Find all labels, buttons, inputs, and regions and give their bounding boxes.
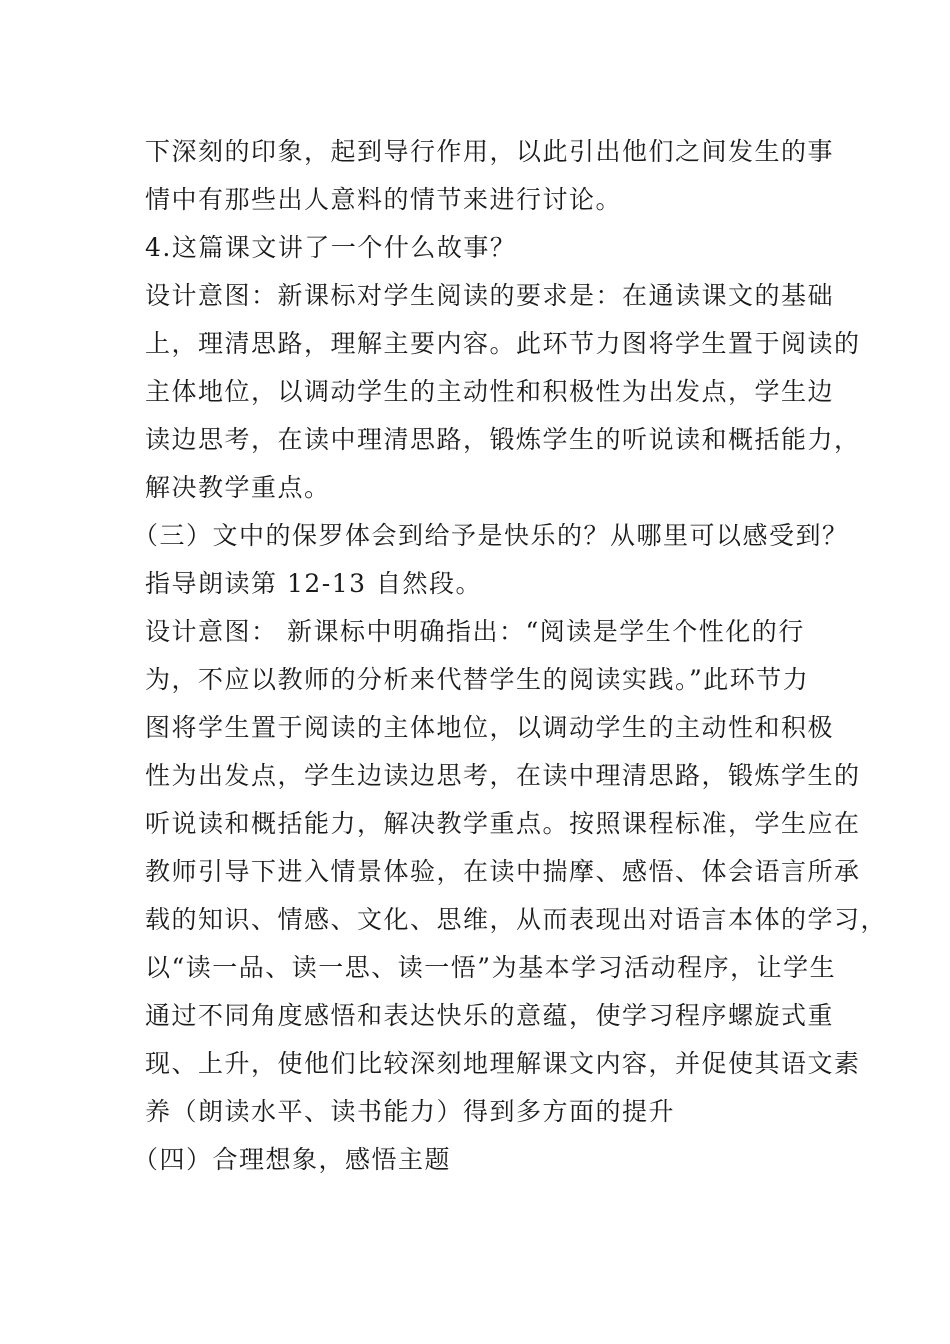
- text-line: 载的知识、情感、文化、思维，从而表现出对语言本体的学习，: [145, 905, 888, 934]
- text-line: 通过不同角度感悟和表达快乐的意蕴，使学习程序螺旋式重: [145, 1001, 835, 1030]
- text-line: 为，不应以教师的分析来代替学生的阅读实践。”此环节力: [145, 665, 810, 694]
- design-intent-line: 设计意图： 新课标中明确指出：“阅读是学生个性化的行: [145, 617, 805, 646]
- text-line: 解决教学重点。: [145, 473, 331, 502]
- text-line: 养（朗读水平、读书能力）得到多方面的提升: [145, 1097, 676, 1126]
- text-line: 上，理清思路，理解主要内容。此环节力图将学生置于阅读的: [145, 329, 861, 358]
- text-line: 读边思考，在读中理清思路，锻炼学生的听说读和概括能力，: [145, 425, 861, 454]
- text-line: 性为出发点，学生边读边思考，在读中理清思路，锻炼学生的: [145, 761, 861, 790]
- section-heading-three: （三）文中的保罗体会到给予是快乐的？从哪里可以感受到？: [133, 521, 849, 550]
- text-line: 下深刻的印象，起到导行作用，以此引出他们之间发生的事: [145, 137, 835, 166]
- text-line: 现、上升，使他们比较深刻地理解课文内容，并促使其语文素: [145, 1049, 861, 1078]
- question-line: 4.这篇课文讲了一个什么故事？: [145, 233, 517, 262]
- text-line: 以“读一品、读一思、读一悟”为基本学习活动程序，让学生: [145, 953, 837, 982]
- design-intent-line: 设计意图：新课标对学生阅读的要求是：在通读课文的基础: [145, 281, 835, 310]
- text-line: 主体地位，以调动学生的主动性和积极性为出发点，学生边: [145, 377, 835, 406]
- text-line: 情中有那些出人意料的情节来进行讨论。: [145, 185, 623, 214]
- text-line: 听说读和概括能力，解决教学重点。按照课程标准，学生应在: [145, 809, 861, 838]
- document-body: [133, 128, 888, 1184]
- text-line: 指导朗读第 12-13 自然段。: [145, 569, 482, 598]
- text-line: 教师引导下进入情景体验，在读中揣摩、感悟、体会语言所承: [145, 857, 861, 886]
- text-line: 图将学生置于阅读的主体地位，以调动学生的主动性和积极: [145, 713, 835, 742]
- section-heading-four: （四）合理想象，感悟主题: [133, 1145, 452, 1174]
